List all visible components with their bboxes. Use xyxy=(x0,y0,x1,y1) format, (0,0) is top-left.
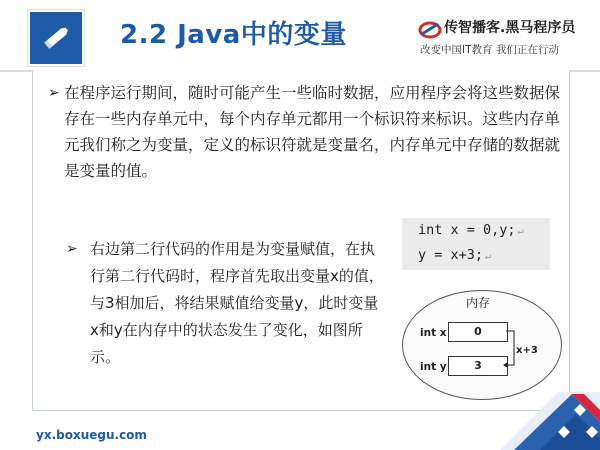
var-x-label: int x xyxy=(420,327,447,339)
code-line-2-text: y = x+3; xyxy=(418,247,484,263)
explanation-text: 右边第二行代码的作用是为变量赋值，在执行第二行代码时，程序首先取出变量x的值，与3相加后，将结果赋值给变量y，此时变量x和y在内存中的状态发生了变化，如图所示。 xyxy=(90,240,384,366)
explanation-paragraph xyxy=(66,236,384,371)
var-y-label: int y xyxy=(420,361,447,373)
bullet-arrow-icon: ➢ xyxy=(66,241,78,257)
footer-url[interactable]: yx.boxuegu.com xyxy=(36,428,147,442)
memory-title: 内存 xyxy=(466,296,491,310)
corner-decoration-icon xyxy=(500,392,600,450)
brand-logo-icon xyxy=(418,20,446,40)
operation-label: x+3 xyxy=(516,345,538,356)
line-break-mark-icon: ↵ xyxy=(517,226,524,237)
definition-paragraph xyxy=(48,80,561,184)
code-line-2 xyxy=(418,247,491,263)
brand-name: 传智播客.黑马程序员 xyxy=(444,20,576,36)
brand-slogan: 改变中国IT教育 我们正在行动 xyxy=(420,44,559,56)
var-y-cell: 3 xyxy=(448,356,508,376)
line-break-mark-icon: ↵ xyxy=(485,251,492,262)
bullet-arrow-icon: ➢ xyxy=(48,85,60,101)
slide-title: 2.2 Java中的变量 xyxy=(120,20,347,50)
definition-text: 在程序运行期间，随时可能产生一些临时数据，应用程序会将这些数据保存在一些内存单元中，每个内存单元都用一个标识符来标识。这些内存单元我们称之为变量，定义的标识符就是变量名，内存单元中存储的数据就是变量的值。 xyxy=(64,84,561,180)
pencil-icon xyxy=(30,12,82,64)
pencil-logo-tile xyxy=(28,10,84,66)
code-line-1 xyxy=(418,222,524,238)
var-x-cell: 0 xyxy=(448,322,508,342)
code-line-1-text: int x = 0,y; xyxy=(418,222,516,238)
